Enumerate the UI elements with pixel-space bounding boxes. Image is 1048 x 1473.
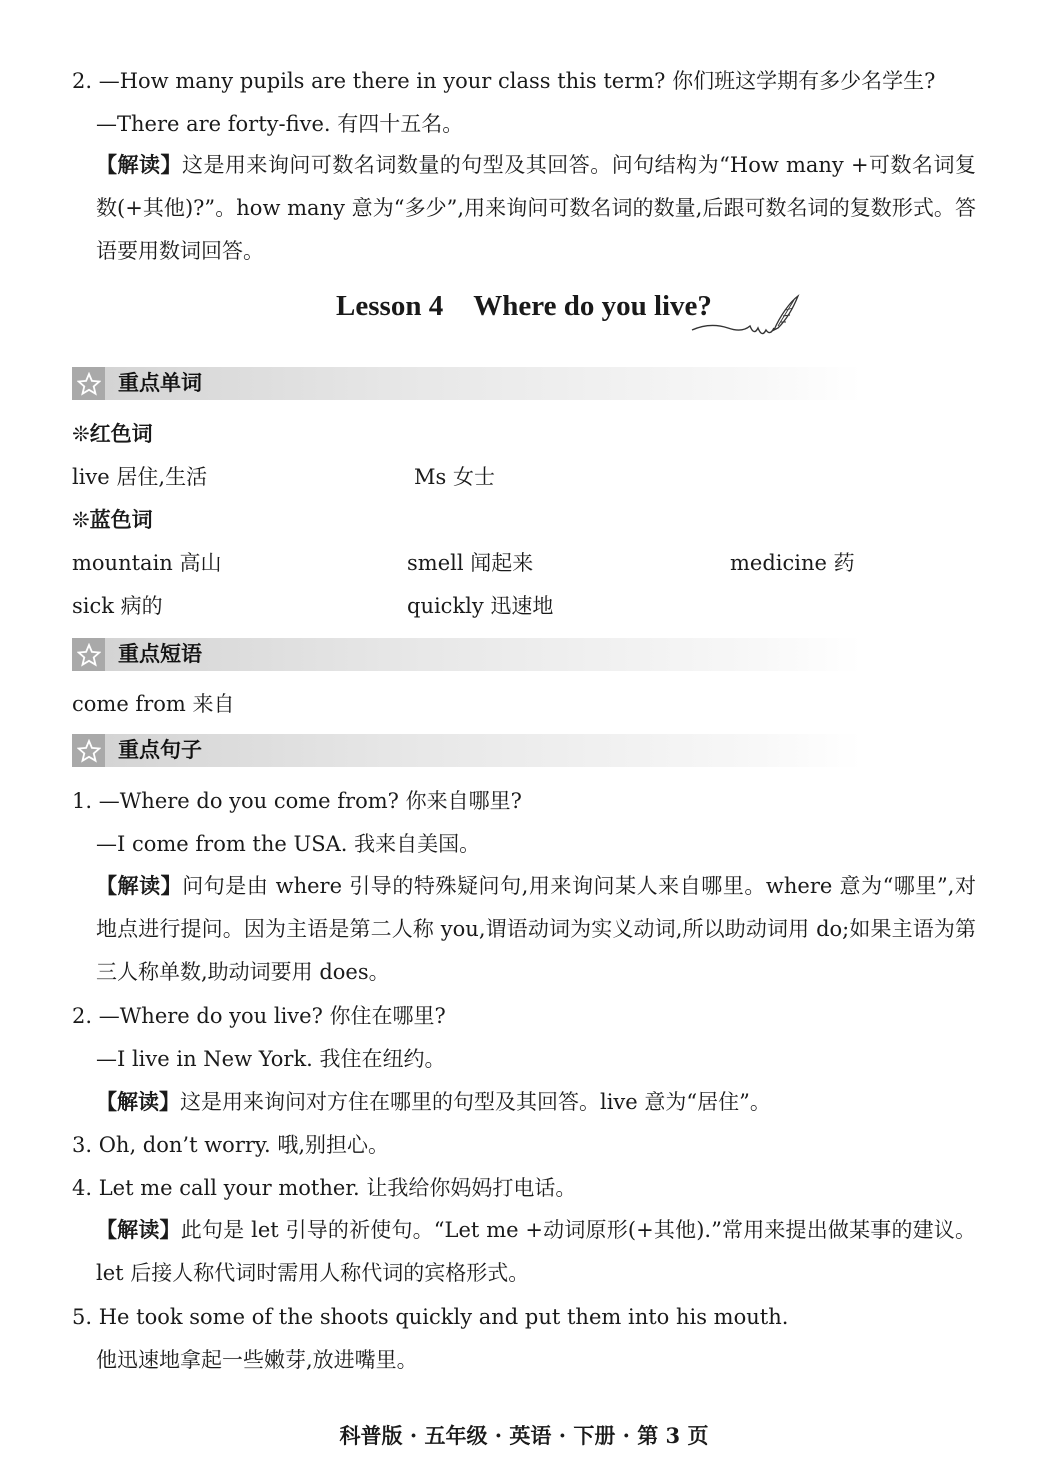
explanation-label: 【解读】 — [96, 1090, 180, 1114]
page-footer: 科普版 · 五年级 · 英语 · 下册 · 第 3 页 — [339, 1423, 709, 1448]
explanation-text: 这是用来询问可数名词数量的句型及其回答。问句结构为“How many +可数名词复数(+其他)?”。how many 意为“多少”,用来询问可数名词的数量,后跟可数名词的复数形式。答语要用数词回答。 — [96, 153, 976, 263]
sentence-3: 3. Oh, don’t worry. 哦,别担心。 — [72, 1133, 389, 1157]
word-item: mountain 高山 — [72, 551, 222, 575]
word-item: quickly 迅速地 — [407, 594, 554, 618]
word-item: live 居住,生活 — [72, 465, 208, 489]
word-item: sick 病的 — [72, 594, 163, 618]
blue-words-heading: ❊蓝色词 — [72, 508, 153, 532]
explanation-text: 问句是由 where 引导的特殊疑问句,用来询问某人来自哪里。where 意为“哪里”,对地点进行提问。因为主语是第二人称 you,谓语动词为实义动词,所以助动词用 do;如果主语为第三人称单数,助动词要用 does。 — [96, 874, 977, 984]
section-title: 重点句子 — [118, 738, 202, 762]
lesson-title — [0, 290, 1048, 323]
explanation-label: 【解读】 — [96, 874, 183, 898]
q2-question: 2. —How many pupils are there in your class this term? 你们班这学期有多少名学生? — [72, 69, 936, 93]
q2-answer: —There are forty-five. 有四十五名。 — [96, 112, 464, 136]
section-header-words — [72, 367, 862, 400]
word-item: smell 闻起来 — [407, 551, 534, 575]
sentence-4: 4. Let me call your mother. 让我给你妈妈打电话。 — [72, 1176, 577, 1200]
sentence-2-question: 2. —Where do you live? 你住在哪里? — [72, 1004, 446, 1028]
sentence-1-question: 1. —Where do you come from? 你来自哪里? — [72, 789, 522, 813]
explanation-label: 【解读】 — [96, 153, 182, 177]
sentence-1-explanation — [96, 865, 976, 994]
section-header-phrases — [72, 638, 862, 671]
sentence-1-answer: —I come from the USA. 我来自美国。 — [96, 832, 481, 856]
star-icon — [72, 367, 105, 400]
lesson-number: Lesson 4 — [336, 290, 444, 322]
word-item: medicine 药 — [730, 551, 855, 575]
explanation-text: 这是用来询问对方住在哪里的句型及其回答。live 意为“居住”。 — [180, 1090, 771, 1114]
word-item: Ms 女士 — [414, 465, 495, 489]
star-icon — [72, 734, 105, 767]
explanation-label: 【解读】 — [96, 1218, 181, 1242]
star-icon — [72, 638, 105, 671]
section-title: 重点短语 — [118, 642, 202, 666]
section-title: 重点单词 — [118, 371, 202, 395]
sentence-4-explanation — [96, 1209, 976, 1295]
sentence-5-translation: 他迅速地拿起一些嫩芽,放进嘴里。 — [96, 1348, 418, 1372]
explanation-text: 此句是 let 引导的祈使句。“Let me +动词原形(+其他).”常用来提出做某事的建议。let 后接人称代词时需用人称代词的宾格形式。 — [96, 1218, 976, 1285]
sentence-2-answer: —I live in New York. 我住在纽约。 — [96, 1047, 446, 1071]
sentence-5: 5. He took some of the shoots quickly and put them into his mouth. — [72, 1305, 789, 1329]
feather-quill-icon — [690, 292, 802, 348]
section-header-sentences — [72, 734, 862, 767]
sentence-2-explanation — [96, 1087, 771, 1117]
red-words-heading: ❊红色词 — [72, 422, 153, 446]
phrase-item: come from 来自 — [72, 692, 235, 716]
q2-explanation — [96, 144, 976, 273]
lesson-name: Where do you live? — [473, 290, 712, 322]
